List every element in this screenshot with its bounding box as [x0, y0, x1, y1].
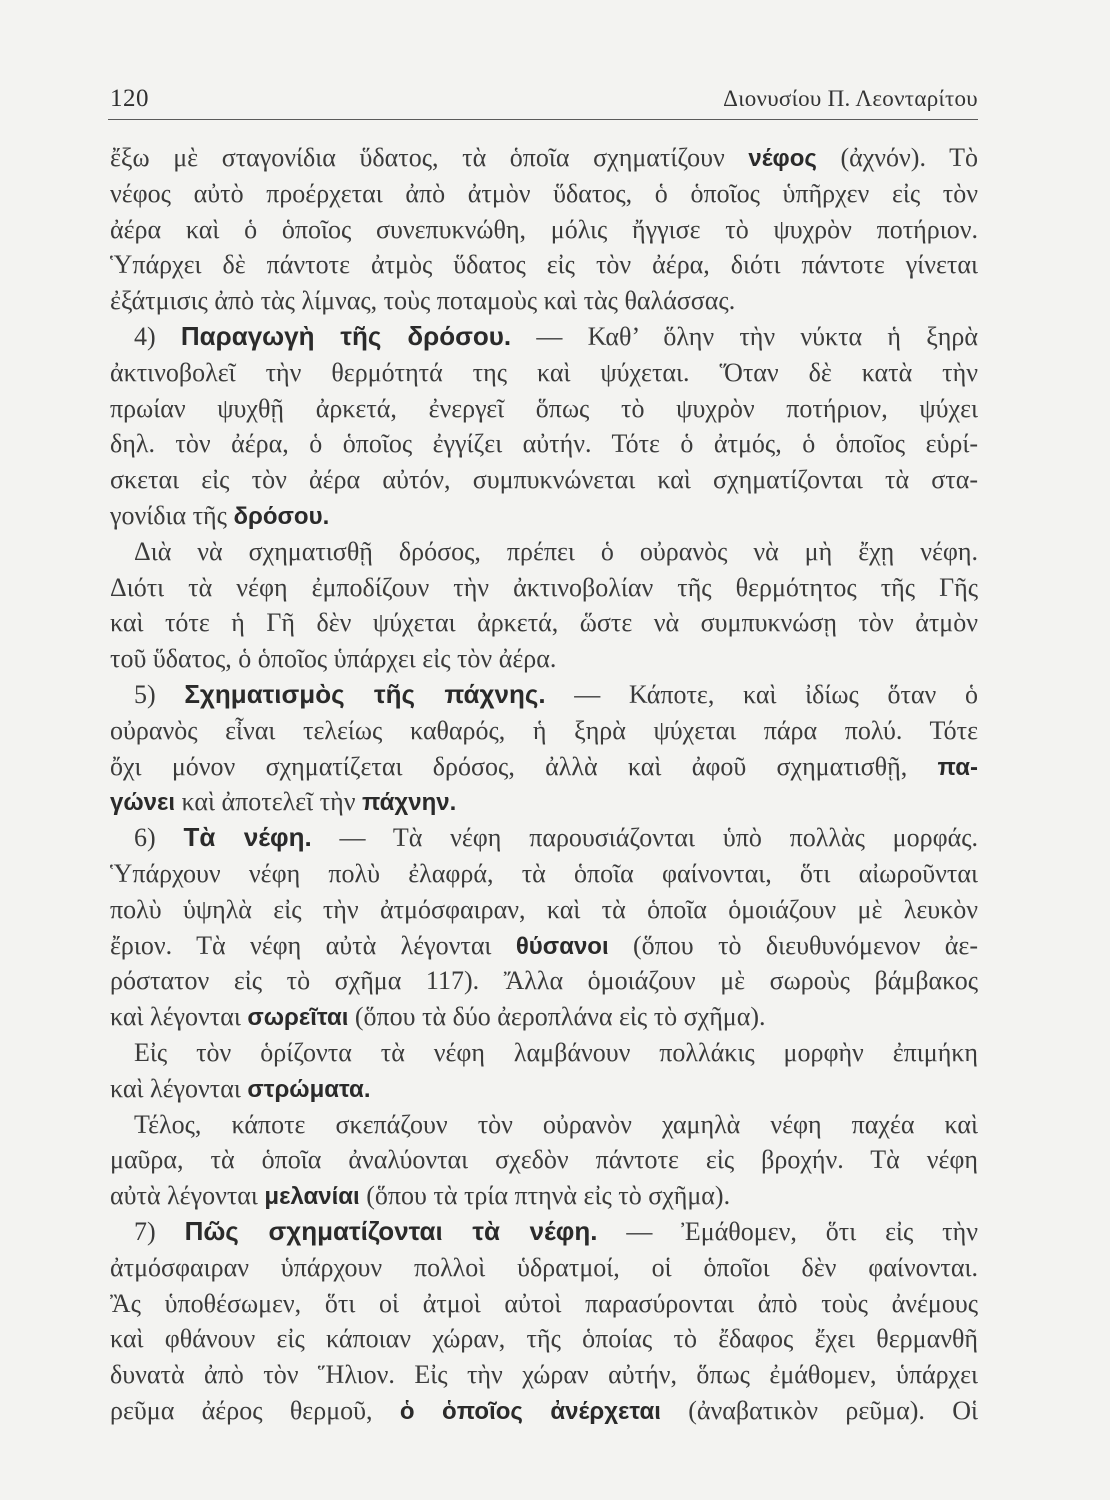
text-run: πολὺ ὑψηλὰ εἰς τὴν ἀτμόσφαιραν, καὶ τὰ ὁποῖα ὁμοιάζουν μὲ λευκὸν	[110, 894, 978, 924]
text-line	[110, 176, 978, 212]
running-head	[110, 80, 978, 114]
text-run: ἀτμόσφαιραν ὑπάρχουν πολλοὶ ὑδρατμοί, οἱ ὁποῖοι δὲν φαίνονται.	[110, 1252, 978, 1282]
text-line	[110, 1178, 978, 1214]
text-line	[110, 462, 978, 498]
text-run: ἔριον. Τὰ νέφη αὐτὰ λέγονται	[110, 930, 516, 960]
page-number: 120	[110, 85, 149, 112]
text-run: — Τὰ νέφη παρουσιάζονται ὑπὸ πολλὰς μορφάς.	[311, 823, 978, 853]
bold-term: νέφος	[748, 145, 817, 172]
text-run: Ὑπάρχουν νέφη πολὺ ἐλαφρά, τὰ ὁποῖα φαίνονται, ὅτι αἰωροῦνται	[110, 858, 978, 888]
text-line	[110, 1321, 978, 1357]
text-line	[110, 140, 978, 176]
text-run: καὶ τότε ἡ Γῆ δὲν ψύχεται ἀρκετά, ὥστε νὰ συμπυκνώσῃ τὸν ἀτμὸν	[110, 608, 978, 638]
text-run: Ὑπάρχει δὲ πάντοτε ἀτμὸς ὕδατος εἰς τὸν ἀέρα, διότι πάντοτε γίνεται	[110, 250, 978, 280]
text-run: ἔξω μὲ σταγονίδια ὕδατος, τὰ ὁποῖα σχηματίζουν	[110, 143, 749, 172]
bold-term: θύσανοι	[515, 932, 609, 960]
text-run: 6)	[134, 823, 184, 853]
running-title: Διονυσίου Π. Λεονταρίτου	[723, 86, 978, 111]
text-line	[110, 426, 978, 462]
text-run: — Καθ’ ὅλην τὴν νύκτα ἡ ξηρὰ	[511, 321, 978, 351]
text-line	[110, 749, 978, 785]
paragraph	[110, 677, 978, 820]
text-run: (ἀναβατικὸν ρεῦμα). Οἱ	[660, 1395, 979, 1425]
section-heading: Πῶς σχηματίζονται τὰ νέφη.	[184, 1215, 598, 1246]
text-run: δηλ. τὸν ἀέρα, ὁ ὁποῖος ἐγγίζει αὐτήν. Τότε ὁ ἀτμός, ὁ ὁποῖος εὑρί-	[110, 429, 978, 459]
paragraph	[110, 319, 978, 534]
text-run: Τέλος, κάποτε σκεπάζουν τὸν οὐρανὸν χαμηλὰ νέφη παχέα καὶ	[134, 1109, 978, 1139]
text-line	[110, 784, 978, 820]
text-run: (ἀχνόν). Τὸ	[816, 143, 978, 172]
text-run: καὶ λέγονται	[110, 1073, 248, 1103]
text-run: σκεται εἰς τὸν ἀέρα αὐτόν, συμπυκνώνεται καὶ σχηματίζονται τὰ στα-	[110, 465, 978, 495]
section-heading: Σχηματισμὸς τῆς πάχνης.	[184, 678, 546, 709]
text-run: αὐτὰ λέγονται	[110, 1181, 265, 1211]
bold-term: μελανίαι	[264, 1183, 360, 1211]
bold-term: πάχνην.	[361, 789, 457, 817]
text-line	[110, 247, 978, 283]
text-run: καὶ ἀποτελεῖ τὴν	[175, 787, 362, 817]
text-run: γονίδια τῆς	[110, 500, 234, 530]
text-line	[110, 677, 978, 713]
text-line	[110, 1393, 978, 1429]
text-run: Διότι τὰ νέφη ἐμποδίζουν τὴν ἀκτινοβολίαν τῆς θερμότητος τῆς Γῆς	[110, 572, 978, 602]
text-run: καὶ φθάνουν εἰς κάποιαν χώραν, τῆς ὁποίας τὸ ἔδαφος ἔχει θερμανθῆ	[110, 1324, 978, 1354]
text-line	[110, 963, 978, 999]
paragraph	[110, 820, 978, 1035]
bold-term: γώνει	[110, 789, 176, 817]
bold-term: στρώματα.	[247, 1075, 371, 1103]
text-line	[110, 928, 978, 964]
bold-term: δρόσου.	[233, 502, 330, 530]
paragraph	[110, 1214, 978, 1429]
text-run: μαῦρα, τὰ ὁποῖα ἀναλύονται σχεδὸν πάντοτε εἰς βροχήν. Τὰ νέφη	[110, 1145, 978, 1175]
section-heading: Παραγωγὴ τῆς δρόσου.	[180, 320, 512, 351]
text-run: (ὅπου τὸ διευθυνόμενον ἀε-	[608, 930, 978, 960]
text-line	[110, 1107, 978, 1143]
text-line	[110, 570, 978, 606]
paragraph	[110, 1107, 978, 1214]
text-line	[110, 1214, 978, 1250]
text-run: 4)	[134, 321, 181, 351]
text-run: (ὅπου τὰ δύο ἀεροπλάνα εἰς τὸ σχῆμα).	[348, 1002, 766, 1032]
text-run: πρωίαν ψυχθῇ ἀρκετά, ἐνεργεῖ ὅπως τὸ ψυχρὸν ποτήριον, ψύχει	[110, 393, 978, 423]
text-run: ἀκτινοβολεῖ τὴν θερμότητά της καὶ ψύχεται. Ὅταν δὲ κατὰ τὴν	[110, 357, 978, 387]
text-line	[110, 605, 978, 641]
bold-term: σωρεῖται	[247, 1004, 349, 1032]
text-run: οὐρανὸς εἶναι τελείως καθαρός, ἡ ξηρὰ ψύχεται πάρα πολύ. Τότε	[110, 715, 978, 745]
bold-term: ὁ ὁποῖος ἀνέρχεται	[399, 1397, 661, 1425]
text-run: ρεῦμα ἀέρος θερμοῦ,	[110, 1395, 400, 1425]
text-run: 5)	[134, 679, 185, 709]
text-run: τοῦ ὕδατος, ὁ ὁποῖος ὑπάρχει εἰς τὸν ἀέρα.	[110, 644, 557, 674]
text-line	[110, 856, 978, 892]
text-line	[110, 498, 978, 534]
text-line	[110, 391, 978, 427]
text-line	[110, 713, 978, 749]
text-line	[110, 1035, 978, 1071]
text-run: νέφος αὐτὸ προέρχεται ἀπὸ ἀτμὸν ὕδατος, ὁ ὁποῖος ὑπῆρχεν εἰς τὸν	[110, 178, 978, 208]
paragraph	[110, 1035, 978, 1107]
text-run: — Κάποτε, καὶ ἰδίως ὅταν ὁ	[545, 679, 978, 709]
text-line	[110, 1142, 978, 1178]
text-line	[110, 283, 978, 319]
text-line	[110, 999, 978, 1035]
text-run: 7)	[134, 1216, 185, 1246]
text-run: ἐξάτμισις ἀπὸ τὰς λίμνας, τοὺς ποταμοὺς καὶ τὰς θαλάσσας.	[110, 286, 736, 316]
text-line	[110, 1250, 978, 1286]
text-run: Ἂς ὑποθέσωμεν, ὅτι οἱ ἀτμοὶ αὐτοὶ παρασύρονται ἀπὸ τοὺς ἀνέμους	[110, 1288, 978, 1318]
bold-term: πα-	[937, 753, 978, 781]
text-line	[110, 1357, 978, 1393]
paragraph	[110, 534, 978, 677]
text-run: (ὅπου τὰ τρία πτηνὰ εἰς τὸ σχῆμα).	[359, 1181, 731, 1211]
text-run: Εἰς τὸν ὁρίζοντα τὰ νέφη λαμβάνουν πολλάκις μορφὴν ἐπιμήκη	[134, 1037, 978, 1067]
text-run: δυνατὰ ἀπὸ τὸν Ἥλιον. Εἰς τὴν χώραν αὐτήν, ὅπως ἐμάθομεν, ὑπάρχει	[110, 1360, 978, 1390]
text-line	[110, 534, 978, 570]
text-line	[110, 319, 978, 355]
text-line	[110, 1286, 978, 1322]
text-line	[110, 892, 978, 928]
paragraph	[110, 140, 978, 319]
text-run: ἀέρα καὶ ὁ ὁποῖος συνεπυκνώθη, μόλις ἤγγισε τὸ ψυχρὸν ποτήριον.	[110, 214, 978, 244]
text-run: ρόστατον εἰς τὸ σχῆμα 117). Ἄλλα ὁμοιάζουν μὲ σωροὺς βάμβακος	[110, 966, 978, 996]
text-line	[110, 355, 978, 391]
text-run: — Ἐμάθομεν, ὅτι εἰς τὴν	[597, 1216, 978, 1246]
text-run: Διὰ νὰ σχηματισθῇ δρόσος, πρέπει ὁ οὐρανὸς νὰ μὴ ἔχῃ νέφη.	[134, 536, 978, 566]
page-body	[110, 140, 978, 1429]
text-line	[110, 212, 978, 248]
text-line	[110, 1071, 978, 1107]
text-run: καὶ λέγονται	[110, 1002, 248, 1032]
text-line	[110, 641, 978, 677]
text-line	[110, 820, 978, 856]
section-heading: Τὰ νέφη.	[183, 822, 312, 853]
text-run: ὄχι μόνον σχηματίζεται δρόσος, ἀλλὰ καὶ ἀφοῦ σχηματισθῇ,	[110, 751, 938, 781]
header-rule	[108, 119, 978, 120]
